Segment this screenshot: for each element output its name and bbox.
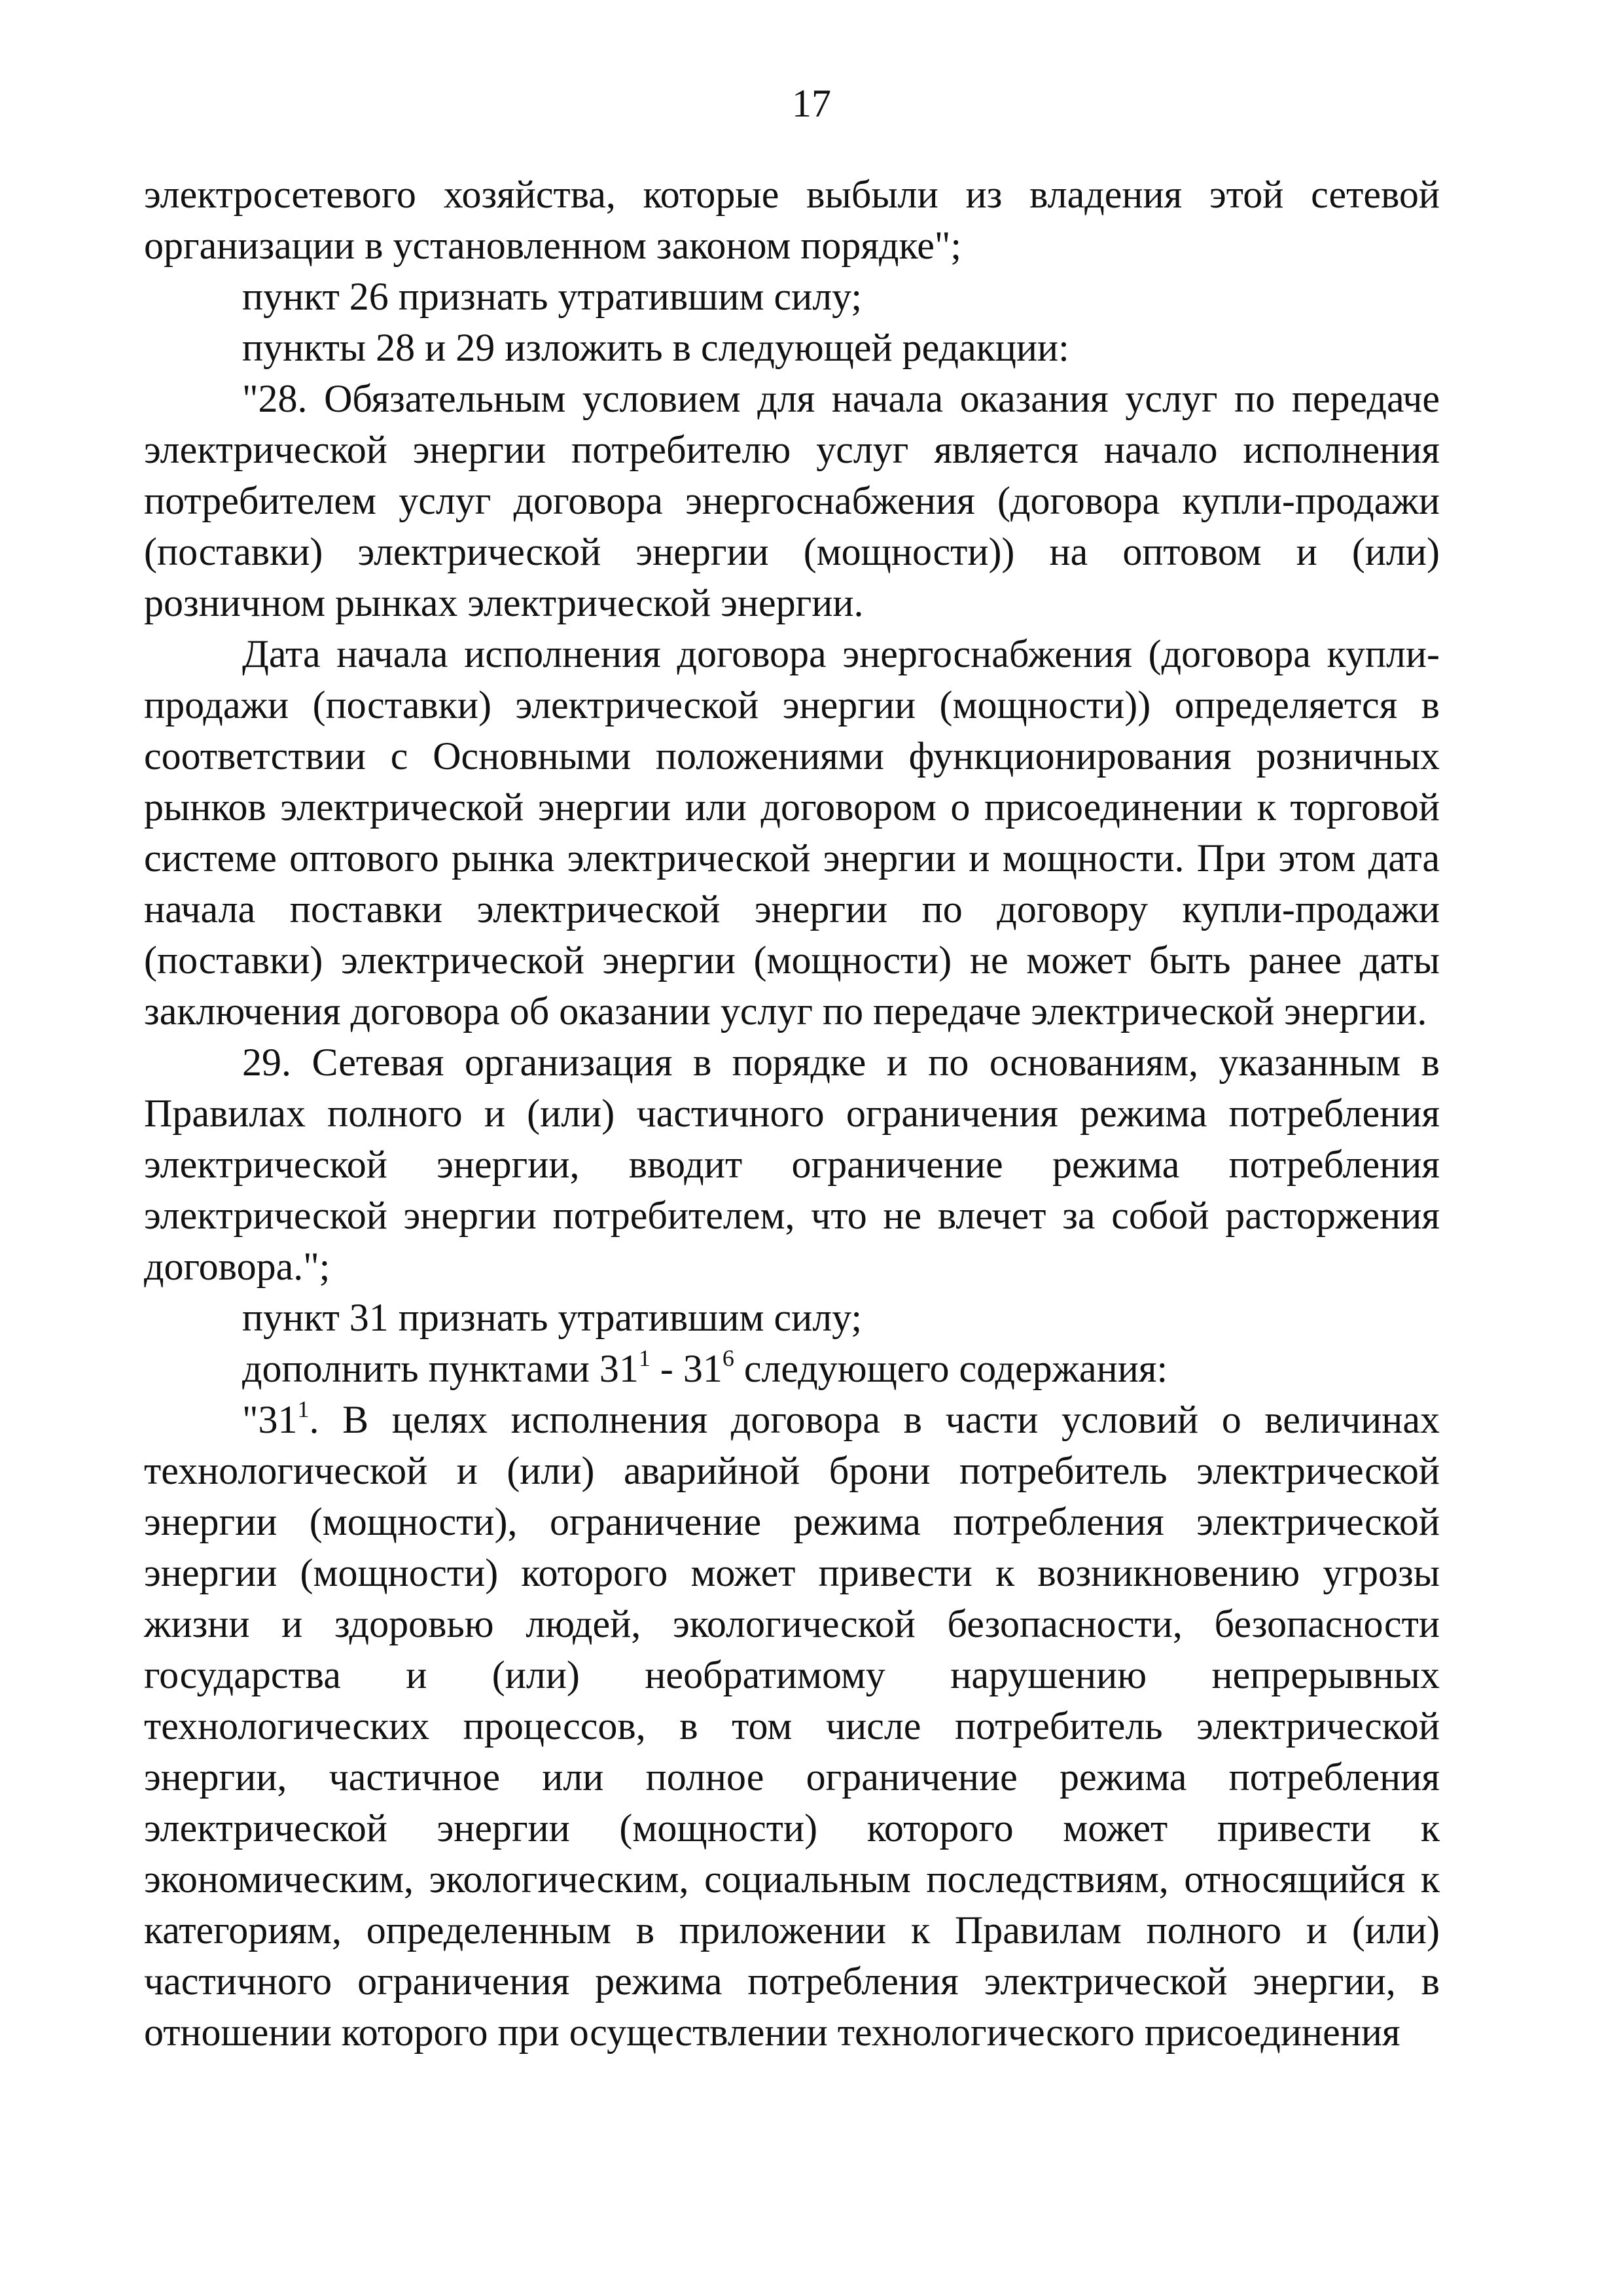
document-body: [144, 169, 1440, 2058]
text-segment: следующего содержания:: [734, 1347, 1168, 1390]
superscript: 1: [297, 1396, 310, 1422]
text-segment: . В целях исполнения договора в части условий о величинах технологической и (или) аварийной брони потребитель электрической энергии (мощности), ограничение режима потребления электрической энергии (мощности) которого может привести к возникновению угрозы жизни и здоровью людей, экологической безопасности, безопасности государства и (или) необратимому нарушению непрерывных технологических процессов, в том числе потребитель электрической энергии, частичное или полное ограничение режима потребления электрической энергии (мощности) которого может привести к экономическим, экологическим, социальным последствиям, относящийся к категориям, определенным в приложении к Правилам полного и (или) частичного ограничения режима потребления электрической энергии, в отношении которого при осуществлении технологического присоединения: [144, 1398, 1440, 2054]
text-segment: - 31: [650, 1347, 722, 1390]
paragraph-clauses-28-29: пункты 28 и 29 изложить в следующей редакции:: [242, 326, 1069, 369]
paragraph-contract-start-date: Дата начала исполнения договора энергоснабжения (договора купли-продажи (поставки) электрической энергии (мощности)) определяется в соответствии с Основными положениями функционирования розничных рынков электрической энергии или договором о присоединении к торговой системе оптового рынка электрической энергии и мощности. При этом дата начала поставки электрической энергии по договору купли-продажи (поставки) электрической энергии (мощности) не может быть ранее даты заключения договора об оказании услуг по передаче электрической энергии.: [144, 632, 1440, 1033]
paragraph-item-29: 29. Сетевая организация в порядке и по основаниям, указанным в Правилах полного и (или) частичного ограничения режима потребления электрической энергии, вводит ограничение режима потребления электрической энергии потребителем, что не влечет за собой расторжения договора.";: [144, 1041, 1440, 1288]
page-number: 17: [792, 82, 831, 125]
superscript: 6: [722, 1345, 734, 1371]
text-segment: "31: [242, 1398, 298, 1441]
paragraph-clause-31: пункт 31 признать утратившим силу;: [242, 1296, 863, 1339]
superscript: 1: [638, 1345, 651, 1371]
paragraph-item-28: "28. Обязательным условием для начала оказания услуг по передаче электрической энергии потребителю услуг является начало исполнения потребителем услуг договора энергоснабжения (договора купли-продажи (поставки) электрической энергии (мощности)) на оптовом и (или) розничном рынках электрической энергии.: [144, 377, 1440, 624]
paragraph-clause-26: пункт 26 признать утратившим силу;: [242, 275, 863, 318]
text-segment: дополнить пунктами 31: [242, 1347, 639, 1390]
paragraph-item-31-1: [144, 1394, 1440, 2058]
paragraph-add-clauses: [144, 1343, 1440, 1394]
paragraph-continuation: электросетевого хозяйства, которые выбыли из владения этой сетевой организации в установленном законом порядке";: [144, 173, 1440, 267]
